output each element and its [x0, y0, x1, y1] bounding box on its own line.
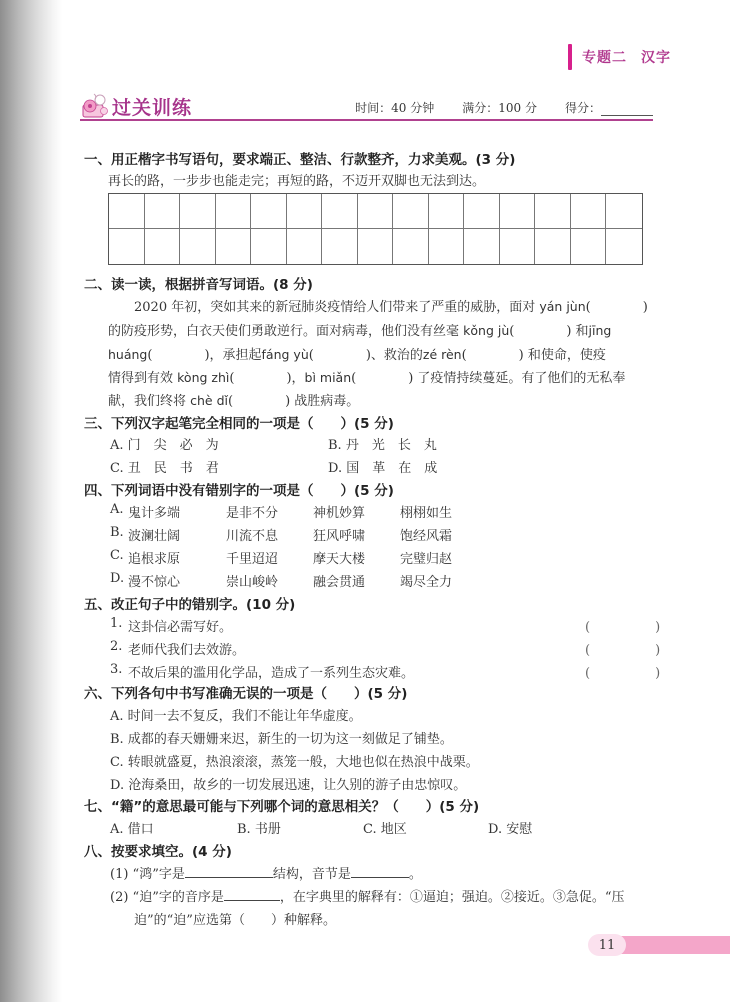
question-3-title: 三、下列汉字起笔完全相同的一项是（ ）(5 分)	[84, 416, 394, 432]
grid-cell[interactable]	[145, 194, 181, 229]
text: ，在字典里的解释有：①逼迫；强迫。②接近。③急促。“压	[279, 890, 625, 905]
option-label: D.	[110, 778, 125, 793]
grid-cell[interactable]	[358, 194, 394, 229]
answer-blank[interactable]: ( )，	[229, 371, 305, 386]
option-word: 波澜壮阔	[128, 529, 181, 544]
question-5-title: 五、改正句子中的错别字。(10 分)	[84, 597, 296, 613]
option-text: 书册	[254, 822, 281, 837]
grid-cell[interactable]	[251, 229, 287, 264]
topic-subject: 汉字	[641, 50, 671, 66]
q3-option-c[interactable]	[110, 457, 219, 476]
text: 情得到有效	[108, 371, 178, 386]
syllable-blank[interactable]	[351, 865, 409, 878]
option-word: 摩天大楼	[313, 552, 366, 567]
grid-cell[interactable]	[287, 229, 323, 264]
grid-cell[interactable]	[322, 194, 358, 229]
option-word: 神机妙算	[313, 506, 366, 521]
writing-grid[interactable]	[108, 193, 643, 265]
answer-blank[interactable]: ( )，承担起	[147, 348, 262, 363]
grid-cell[interactable]	[287, 194, 323, 229]
q2-line-4	[108, 367, 625, 386]
score-field	[565, 99, 653, 116]
q6-option-a[interactable]	[110, 705, 362, 724]
option-text: 丹 光 长 丸	[345, 438, 437, 453]
item-sentence: 老师代我们去效游。	[128, 643, 246, 658]
answer-blank[interactable]: ( )、救治的	[308, 348, 423, 363]
correction-blank[interactable]: ( )	[585, 643, 661, 658]
grid-cell[interactable]	[464, 229, 500, 264]
grid-cell[interactable]	[606, 229, 642, 264]
page-binding-shadow	[0, 0, 62, 1002]
option-label: C.	[363, 822, 377, 837]
option-text: 国 革 在 成	[346, 461, 438, 476]
text: 的防疫形势，白衣天使们勇敢逆行。面对病毒，他们没有丝毫	[108, 324, 464, 339]
section-title: 过关训练	[112, 97, 193, 119]
grid-cell[interactable]	[429, 194, 465, 229]
question-1-sentence: 再长的路，一步步也能走完；再短的路，不迈开双脚也无法到达。	[108, 174, 486, 189]
option-word: 完璧归赵	[400, 552, 453, 567]
pinyin-yan-jun: yán jùn	[539, 299, 586, 314]
option-label: C.	[110, 755, 124, 770]
grid-cell[interactable]	[500, 229, 536, 264]
question-8-title: 八、按要求填空。(4 分)	[84, 844, 232, 860]
option-text: 安慰	[506, 822, 533, 837]
grid-cell[interactable]	[145, 229, 181, 264]
option-label: B.	[110, 525, 124, 540]
score-blank[interactable]	[601, 104, 653, 116]
q6-option-d[interactable]	[110, 774, 466, 793]
grid-cell[interactable]	[535, 229, 571, 264]
option-label: D.	[328, 461, 343, 476]
grid-cell[interactable]	[429, 229, 465, 264]
item-sentence: 不故后果的滥用化学品，造成了一系列生态灾难。	[128, 666, 415, 681]
option-label: B.	[328, 438, 342, 453]
topic-accent-bar	[568, 44, 572, 70]
grid-cell[interactable]	[535, 194, 571, 229]
pinyin-fang-yu: fáng yù	[261, 347, 309, 362]
option-text: 地区	[380, 822, 407, 837]
option-word: 狂风呼啸	[313, 529, 366, 544]
time-limit: 时间：40 分钟	[355, 101, 435, 115]
option-label: D.	[110, 571, 125, 586]
option-word: 融会贯通	[313, 575, 366, 590]
structure-blank[interactable]	[185, 865, 273, 878]
q2-line-3	[108, 344, 606, 363]
grid-cell[interactable]	[180, 229, 216, 264]
flower-icon	[80, 91, 110, 119]
option-text: 沧海桑田，故乡的一切发展迅速，让久别的游子由忠惊叹。	[128, 778, 467, 793]
option-text: 借口	[127, 822, 154, 837]
option-text: 时间一去不复反，我们不能让年华虚度。	[127, 709, 362, 724]
question-2-title: 二、读一读，根据拼音写词语。(8 分)	[84, 277, 313, 293]
score-label: 得分：	[564, 101, 601, 115]
option-word: 栩栩如生	[400, 506, 453, 521]
option-word: 竭尽全力	[400, 575, 453, 590]
option-word: 漫不惊心	[128, 575, 181, 590]
topic-label	[582, 47, 671, 67]
item-number: 1.	[110, 616, 123, 631]
q2-line-2	[108, 320, 611, 339]
option-label: A.	[110, 502, 124, 517]
option-label: A.	[110, 709, 124, 724]
option-text: 成都的春天姗姗来迟，新生的一切为这一刻做足了铺垫。	[127, 732, 453, 747]
text: (1) “鸿”字是	[110, 867, 185, 882]
option-label: C.	[110, 548, 124, 563]
q2-line-1	[134, 296, 648, 315]
grid-cell[interactable]	[393, 194, 429, 229]
grid-cell[interactable]	[180, 194, 216, 229]
option-text: 丑 民 书 君	[127, 461, 219, 476]
item-number: 3.	[110, 662, 123, 677]
q7-option-a[interactable]	[110, 818, 154, 837]
option-label: B.	[237, 822, 251, 837]
question-4-title: 四、下列词语中没有错别字的一项是（ ）(5 分)	[84, 483, 394, 499]
pinyin-ze-ren: zé rèn	[422, 347, 462, 362]
grid-cell[interactable]	[109, 194, 145, 229]
grid-cell[interactable]	[571, 229, 607, 264]
text: 献，我们终将	[108, 394, 191, 409]
answer-blank[interactable]: ( ) 和	[509, 324, 589, 339]
option-text: 门 尖 必 为	[127, 438, 219, 453]
pinyin-huang: huáng	[108, 347, 148, 362]
option-word: 崇山峻岭	[226, 575, 279, 590]
q6-option-c[interactable]	[110, 751, 479, 770]
answer-blank[interactable]: ( )	[585, 300, 648, 315]
grid-cell[interactable]	[500, 194, 536, 229]
q3-option-d[interactable]	[328, 457, 437, 476]
grid-cell[interactable]	[393, 229, 429, 264]
exam-meta	[355, 99, 653, 116]
answer-blank[interactable]: ( ) 和使命，使疫	[461, 348, 606, 363]
q3-option-a[interactable]	[110, 434, 219, 453]
option-label: B.	[110, 732, 124, 747]
page-number: 11	[588, 934, 626, 956]
grid-cell[interactable]	[606, 194, 642, 229]
item-sentence: 这卦信必需写好。	[128, 620, 233, 635]
text: (2) “迫”字的音序是	[110, 890, 224, 905]
topic-tag	[568, 44, 671, 70]
correction-blank[interactable]: ( )	[585, 666, 661, 681]
item-number: 2.	[110, 639, 123, 654]
phonetic-order-blank[interactable]	[224, 888, 280, 901]
option-label: D.	[488, 822, 503, 837]
grid-cell[interactable]	[358, 229, 394, 264]
pinyin-kong-zhi: kòng zhì	[177, 370, 230, 385]
option-word: 追根求原	[128, 552, 181, 567]
question-7-title: 七、“籍”的意思最可能与下列哪个词的意思相关？（ ）(5 分)	[84, 799, 480, 815]
q7-option-b[interactable]	[237, 818, 281, 837]
full-score: 满分：100 分	[462, 101, 537, 115]
text: 。	[408, 867, 422, 882]
option-word: 饱经风霜	[400, 529, 453, 544]
q8-item-1	[110, 863, 422, 882]
q6-option-b[interactable]	[110, 728, 453, 747]
correction-blank[interactable]: ( )	[585, 620, 661, 635]
q8-item-2-cont: 迫”的“迫”应选第（ ）种解释。	[134, 913, 336, 928]
section-header	[80, 91, 653, 121]
option-label: A.	[110, 822, 124, 837]
grid-cell[interactable]	[571, 194, 607, 229]
option-word: 千里迢迢	[226, 552, 279, 567]
question-1-title: 一、用正楷字书写语句，要求端正、整洁、行款整齐，力求美观。(3 分)	[84, 152, 516, 168]
option-text: 转眼就盛夏，热浪滚滚，蒸笼一般，大地也似在热浪中战栗。	[127, 755, 479, 770]
answer-blank[interactable]: ( ) 战胜病毒。	[228, 394, 360, 409]
grid-cell[interactable]	[109, 229, 145, 264]
text: 2020 年初，突如其来的新冠肺炎疫情给人们带来了严重的威胁，面对	[134, 300, 540, 315]
option-word: 鬼计多端	[128, 506, 181, 521]
answer-blank[interactable]: ( ) 了疫情持续蔓延。有了他们的无私奉	[351, 371, 626, 386]
pinyin-che-di: chè dǐ	[190, 393, 229, 408]
option-label: C.	[110, 461, 124, 476]
q8-item-2	[110, 886, 625, 905]
grid-cell[interactable]	[251, 194, 287, 229]
grid-cell[interactable]	[216, 229, 252, 264]
grid-cell[interactable]	[464, 194, 500, 229]
pinyin-kong-ju: kǒng jù	[463, 323, 510, 338]
text: 结构，音节是	[272, 867, 351, 882]
grid-cell[interactable]	[216, 194, 252, 229]
question-6-title: 六、下列各句中书写准确无误的一项是（ ）(5 分)	[84, 686, 408, 702]
q7-option-c[interactable]	[363, 818, 407, 837]
q7-option-d[interactable]	[488, 818, 532, 837]
topic-number: 专题二	[582, 50, 627, 66]
pinyin-bi-mian: bì miǎn	[304, 370, 352, 385]
option-word: 是非不分	[226, 506, 279, 521]
grid-cell[interactable]	[322, 229, 358, 264]
q3-option-b[interactable]	[328, 434, 437, 453]
q2-line-5	[108, 390, 359, 409]
option-word: 川流不息	[226, 529, 279, 544]
option-label: A.	[110, 438, 124, 453]
pinyin-jing: jīng	[588, 323, 612, 338]
